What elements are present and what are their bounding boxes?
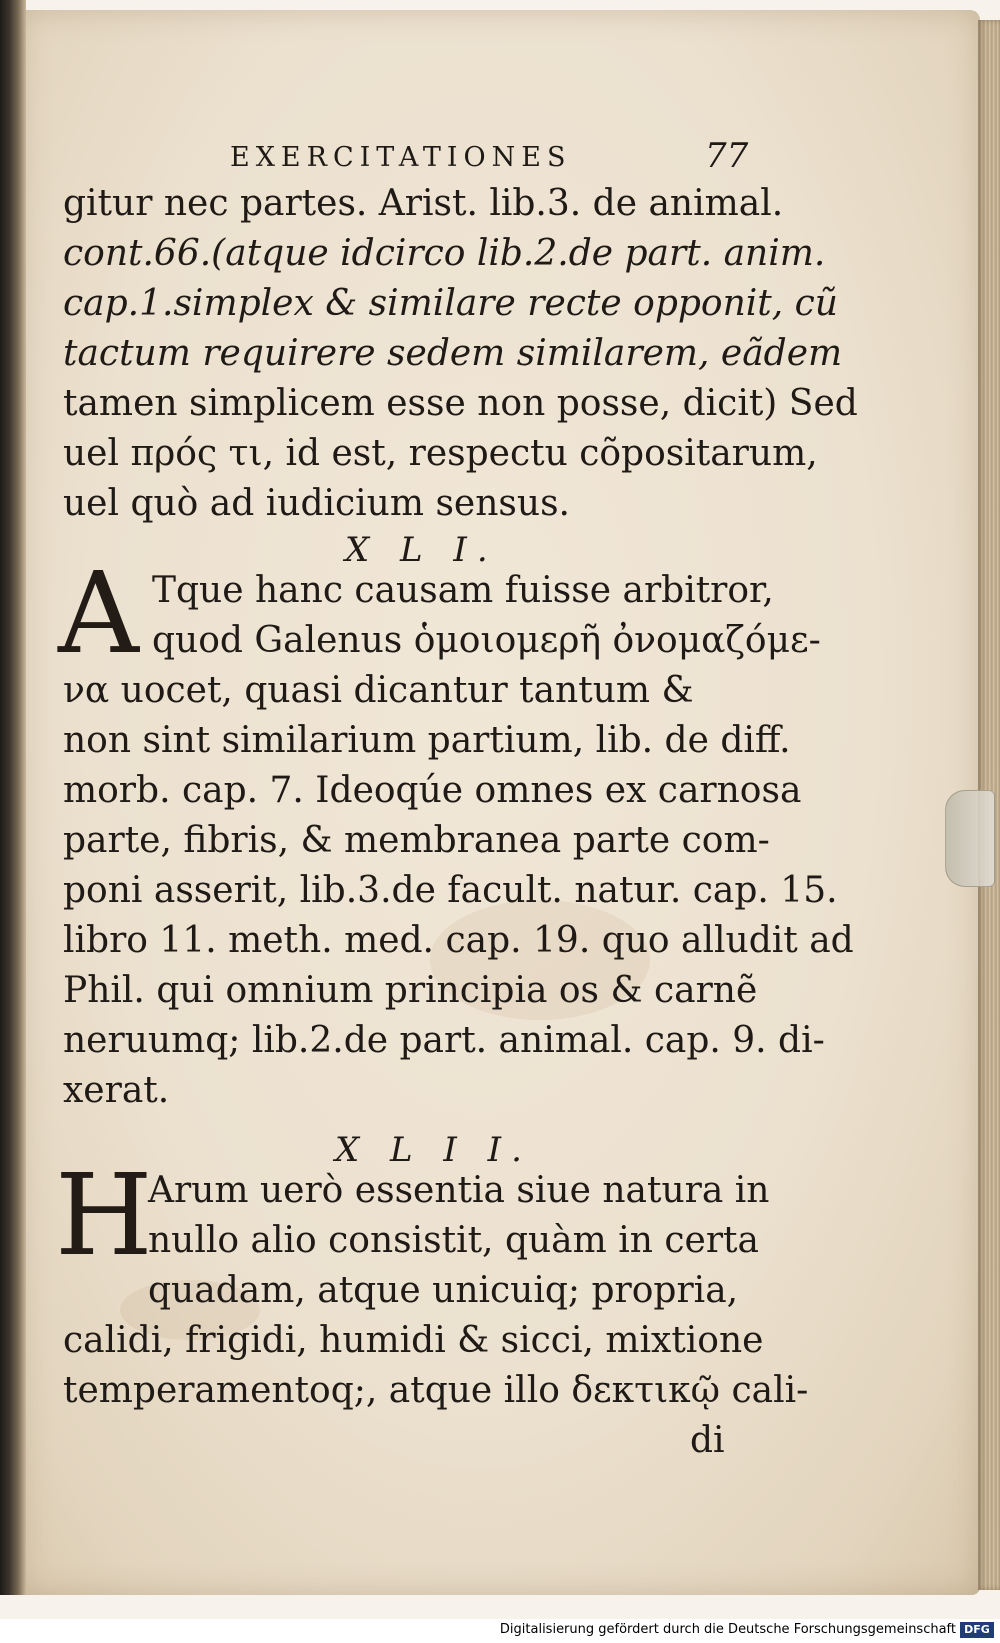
text-line: temperamentoq;, atque illo δεκτικῷ cali- <box>63 1370 809 1411</box>
section-number: X L I I. <box>335 1130 532 1170</box>
section-number: X L I. <box>345 530 498 570</box>
text-line: Arum uerò essentia siue natura in <box>148 1170 770 1211</box>
text-line: non sint similarium partium, lib. de diff. <box>63 720 791 761</box>
drop-cap: A <box>58 549 139 679</box>
text-line: cont.66.(atque idcirco lib.2.de part. anim. <box>63 233 826 274</box>
text-line: poni asserit, lib.3.de facult. natur. cap. 15. <box>63 870 838 911</box>
text-line: parte, fibris, & membranea parte com- <box>63 820 770 861</box>
page-number: 77 <box>705 136 749 176</box>
text-line: quadam, atque unicuiq; propria, <box>148 1270 739 1311</box>
running-title: EXERCITATIONES <box>230 142 572 173</box>
text-line: neruumq; lib.2.de part. animal. cap. 9. di- <box>63 1020 825 1061</box>
drop-cap: H <box>55 1151 153 1281</box>
text-line: gitur nec partes. Arist. lib.3. de animal. <box>63 183 784 224</box>
page-clip <box>945 790 995 887</box>
text-line: quod Galenus ὁμοιομερῆ ὀνομαζόμε- <box>152 620 821 661</box>
text-line: cap.1.simplex & similare recte opponit, cũ <box>63 283 838 324</box>
text-line: morb. cap. 7. Ideoqúe omnes ex carnosa <box>63 770 802 811</box>
text-line: nullo alio consistit, quàm in certa <box>148 1220 759 1261</box>
text-line: να uocet, quasi dicantur tantum & <box>63 670 694 711</box>
text-line: tactum requirere sedem similarem, eãdem <box>63 333 843 374</box>
text-line: libro 11. meth. med. cap. 19. quo alludit ad <box>63 920 854 961</box>
book-binding-edge <box>0 0 26 1595</box>
dfg-logo: DFG <box>960 1622 994 1638</box>
text-line: Phil. qui omnium principia os & carnẽ <box>63 970 758 1011</box>
text-line: xerat. <box>63 1070 170 1111</box>
catchword: di <box>690 1420 725 1461</box>
footer-credit: Digitalisierung gefördert durch die Deutsche Forschungsgemeinschaft <box>499 1622 956 1637</box>
text-line: Tque hanc causam fuisse arbitror, <box>152 570 774 611</box>
footer-bar <box>0 1619 1000 1643</box>
text-line: uel quò ad iudicium sensus. <box>63 483 570 524</box>
text-line: tamen simplicem esse non posse, dicit) Sed <box>63 383 858 424</box>
text-line: uel πρός τι, id est, respectu cõpositarum, <box>63 433 818 474</box>
text-line: calidi, frigidi, humidi & sicci, mixtione <box>63 1320 764 1361</box>
